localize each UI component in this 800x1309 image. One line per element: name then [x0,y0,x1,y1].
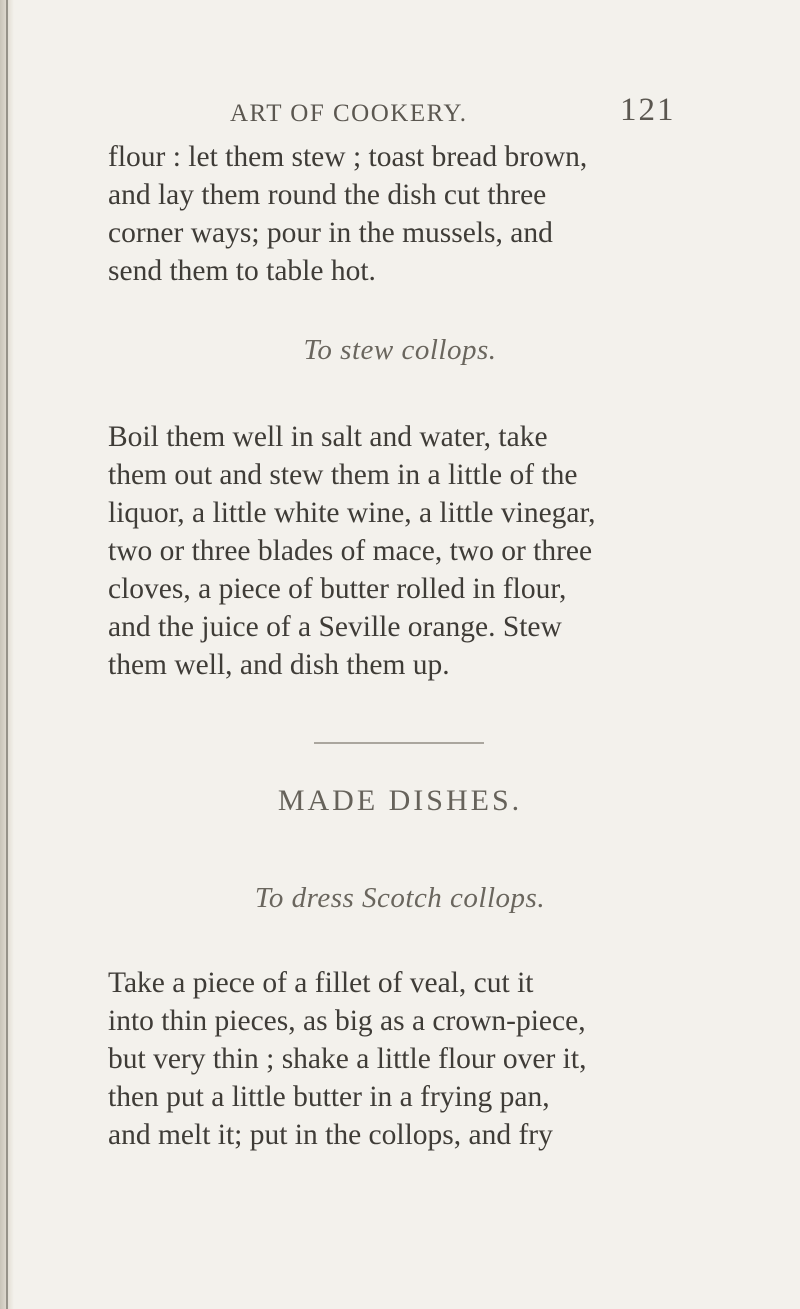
text-line: but very thin ; shake a little flour over it, [108,1043,587,1075]
text-line: liquor, a little white wine, a little vinegar, [108,497,596,529]
text-line: and melt it; put in the collops, and fry [108,1119,553,1151]
text-line: flour : let them stew ; toast bread brown, [108,141,588,173]
text-line: and lay them round the dish cut three [108,179,547,211]
recipe-heading-scotch-collops: To dress Scotch collops. [254,882,546,914]
recipe-heading-stew-collops: To stew collops. [303,334,497,366]
section-title-made-dishes: MADE DISHES. [277,784,523,817]
text-line: them out and stew them in a little of the [108,459,578,491]
page-header [160,92,720,136]
paragraph-mussels-ending [108,138,712,290]
section-divider [314,742,484,744]
text-line: Take a piece of a fillet of veal, cut it [108,967,534,999]
text-line: them well, and dish them up. [108,649,450,681]
text-line: and the juice of a Seville orange. Stew [108,611,562,643]
text-line: then put a little butter in a frying pan, [108,1081,550,1113]
page-edge-line [6,0,8,1309]
text-line: two or three blades of mace, two or three [108,535,593,567]
running-head: ART OF COOKERY. [230,100,468,127]
paragraph-scotch-collops [108,964,712,1154]
text-line: into thin pieces, as big as a crown-piece, [108,1005,586,1037]
text-line: Boil them well in salt and water, take [108,421,548,453]
text-line: send them to table hot. [108,255,376,287]
text-line: cloves, a piece of butter rolled in flour, [108,573,567,605]
page-number: 121 [620,92,676,128]
paragraph-stew-collops [108,418,712,684]
text-line: corner ways; pour in the mussels, and [108,217,553,249]
